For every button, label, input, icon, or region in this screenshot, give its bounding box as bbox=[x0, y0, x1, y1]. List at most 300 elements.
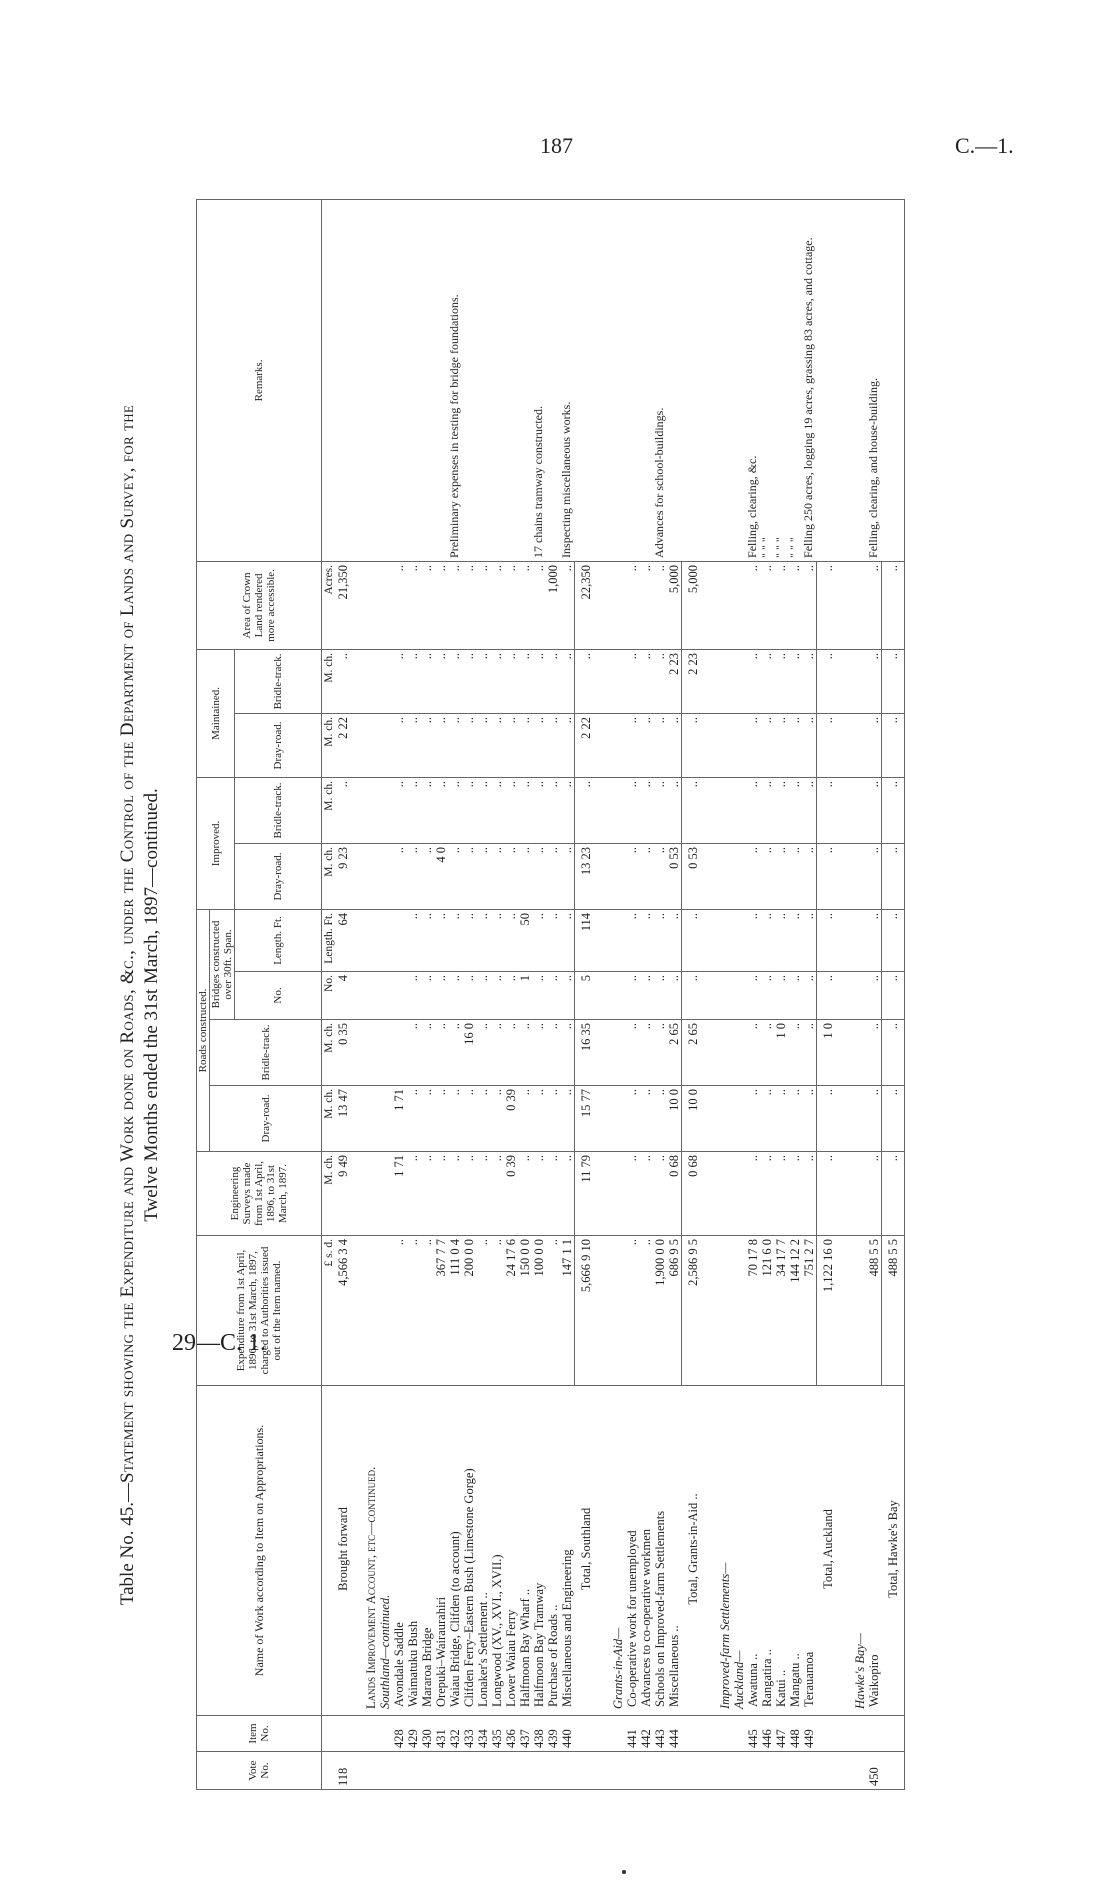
cell-eng: .. bbox=[867, 1152, 882, 1236]
cell-br-no: .. bbox=[746, 972, 760, 1020]
cell-rc-bridle: .. bbox=[420, 1020, 434, 1086]
cell-remarks bbox=[322, 199, 337, 561]
spacer-cell bbox=[597, 972, 611, 1020]
cell-exp bbox=[611, 1236, 625, 1386]
cell-mnt-dray: .. bbox=[434, 713, 448, 777]
cell-rc-bridle: M. ch. bbox=[322, 1020, 337, 1086]
cell-mnt-dray bbox=[378, 713, 392, 777]
cell-imp-dray bbox=[611, 843, 625, 909]
cell-br-len: .. bbox=[490, 909, 504, 971]
cell-remarks: Felling, clearing, and house-building. bbox=[867, 199, 882, 561]
cell-exp bbox=[378, 1236, 392, 1386]
cell-br-len: .. bbox=[867, 909, 882, 971]
cell-mnt-bridle bbox=[732, 649, 746, 713]
cell-exp: .. bbox=[546, 1236, 560, 1386]
spacer-cell bbox=[597, 1086, 611, 1152]
header-roads-constructed: Roads constructed. bbox=[197, 909, 210, 1151]
cell-area bbox=[364, 561, 378, 649]
cell-rc-bridle: .. bbox=[746, 1020, 760, 1086]
cell-item: 449 bbox=[802, 1716, 817, 1752]
cell-rc-dray bbox=[718, 1086, 732, 1152]
table-row bbox=[476, 199, 490, 1789]
cell-eng: .. bbox=[546, 1152, 560, 1236]
cell-item: 433 bbox=[462, 1716, 476, 1752]
spacer-cell bbox=[839, 713, 853, 777]
cell-mnt-bridle: .. bbox=[504, 649, 518, 713]
cell-imp-bridle: .. bbox=[434, 777, 448, 843]
cell-name: Katui .. bbox=[774, 1386, 788, 1716]
cell-name: Lower Waiau Ferry bbox=[504, 1386, 518, 1716]
title-line-2: Twelve Months ended the 31st March, 1897—continued. bbox=[141, 788, 162, 1222]
cell-rc-dray: .. bbox=[625, 1086, 639, 1152]
table-row bbox=[532, 199, 546, 1789]
cell-item: 439 bbox=[546, 1716, 560, 1752]
cell-exp: 367 7 7 bbox=[434, 1236, 448, 1386]
cell-name: Miscellaneous and Engineering bbox=[560, 1386, 575, 1716]
cell-mnt-dray: .. bbox=[504, 713, 518, 777]
cell-vote bbox=[682, 1752, 705, 1790]
total-hawkes-row bbox=[882, 199, 905, 1789]
cell-vote bbox=[462, 1752, 476, 1790]
cell-br-len: .. bbox=[774, 909, 788, 971]
cell-area: .. bbox=[639, 561, 653, 649]
cell-eng bbox=[611, 1152, 625, 1236]
table-row bbox=[462, 199, 476, 1789]
cell-br-len: .. bbox=[802, 909, 817, 971]
spacer-row bbox=[350, 199, 364, 1789]
cell-exp: 488 5 5 bbox=[867, 1236, 882, 1386]
cell-rc-bridle: .. bbox=[532, 1020, 546, 1086]
cell-item: 443 bbox=[653, 1716, 667, 1752]
cell-br-len: .. bbox=[882, 909, 905, 971]
cell-br-no: .. bbox=[532, 972, 546, 1020]
cell-mnt-bridle: .. bbox=[392, 649, 406, 713]
cell-rc-dray: .. bbox=[653, 1086, 667, 1152]
margin-note: 29—C. 1. bbox=[172, 1330, 267, 1356]
spacer-cell bbox=[597, 777, 611, 843]
cell-imp-dray: .. bbox=[504, 843, 518, 909]
cell-item: 442 bbox=[639, 1716, 653, 1752]
cell-mnt-bridle: .. bbox=[336, 649, 350, 713]
cell-name: Purchase of Roads .. bbox=[546, 1386, 560, 1716]
cell-remarks bbox=[504, 199, 518, 561]
cell-mnt-bridle: .. bbox=[476, 649, 490, 713]
spacer-cell bbox=[350, 1152, 364, 1236]
cell-exp bbox=[364, 1236, 378, 1386]
cell-item: 434 bbox=[476, 1716, 490, 1752]
cell-item bbox=[882, 1716, 905, 1752]
cell-name: Total, Southland bbox=[575, 1386, 598, 1716]
units-row bbox=[322, 199, 337, 1789]
cell-name: Grants-in-Aid— bbox=[611, 1386, 625, 1716]
table-row bbox=[667, 199, 682, 1789]
cell-br-no bbox=[364, 972, 378, 1020]
header-rc-bridle: Bridle-track. bbox=[210, 1020, 322, 1086]
cell-mnt-bridle: .. bbox=[817, 649, 840, 713]
cell-eng: .. bbox=[653, 1152, 667, 1236]
cell-br-len: .. bbox=[448, 909, 462, 971]
cell-exp: .. bbox=[420, 1236, 434, 1386]
cell-imp-dray: .. bbox=[476, 843, 490, 909]
cell-br-len: .. bbox=[639, 909, 653, 971]
spacer-cell bbox=[704, 1152, 718, 1236]
cell-item: 437 bbox=[518, 1716, 532, 1752]
spacer-cell bbox=[597, 649, 611, 713]
cell-br-len: .. bbox=[546, 909, 560, 971]
cell-imp-dray: .. bbox=[490, 843, 504, 909]
cell-name: Rangatira .. bbox=[760, 1386, 774, 1716]
cell-imp-bridle: .. bbox=[867, 777, 882, 843]
cell-remarks bbox=[639, 199, 653, 561]
cell-br-no bbox=[378, 972, 392, 1020]
cell-mnt-dray: .. bbox=[882, 713, 905, 777]
cell-rc-dray: .. bbox=[420, 1086, 434, 1152]
cell-br-no bbox=[718, 972, 732, 1020]
cell-br-len: .. bbox=[682, 909, 705, 971]
cell-exp bbox=[853, 1236, 867, 1386]
cell-remarks bbox=[575, 199, 598, 561]
spacer-row bbox=[704, 199, 718, 1789]
cell-imp-dray: 9 23 bbox=[336, 843, 350, 909]
cell-br-no: .. bbox=[625, 972, 639, 1020]
spacer-cell bbox=[839, 1020, 853, 1086]
cell-mnt-dray: .. bbox=[625, 713, 639, 777]
cell-area: .. bbox=[882, 561, 905, 649]
spacer-cell bbox=[704, 1236, 718, 1386]
cell-remarks bbox=[718, 199, 732, 561]
cell-remarks: Advances for school-buildings. bbox=[653, 199, 667, 561]
cell-name: Total, Auckland bbox=[817, 1386, 840, 1716]
cell-rc-bridle: .. bbox=[518, 1020, 532, 1086]
cell-area: .. bbox=[462, 561, 476, 649]
spacer-cell bbox=[839, 1236, 853, 1386]
cell-item bbox=[817, 1716, 840, 1752]
cell-vote bbox=[774, 1752, 788, 1790]
cell-exp: .. bbox=[406, 1236, 420, 1386]
cell-exp: 100 0 0 bbox=[532, 1236, 546, 1386]
header-br-len: Length. Ft. bbox=[235, 909, 322, 971]
cell-mnt-dray: .. bbox=[682, 713, 705, 777]
cell-br-len bbox=[364, 909, 378, 971]
cell-mnt-dray: .. bbox=[448, 713, 462, 777]
table-row bbox=[504, 199, 518, 1789]
cell-br-len: 114 bbox=[575, 909, 598, 971]
cell-remarks: " " " bbox=[760, 199, 774, 561]
spacer-cell bbox=[597, 1386, 611, 1716]
cell-exp: 144 12 2 bbox=[788, 1236, 802, 1386]
cell-eng: 1 71 bbox=[392, 1152, 406, 1236]
spacer-cell bbox=[839, 777, 853, 843]
cell-rc-dray: .. bbox=[490, 1086, 504, 1152]
spacer-cell bbox=[350, 777, 364, 843]
cell-imp-bridle: .. bbox=[760, 777, 774, 843]
cell-area bbox=[732, 561, 746, 649]
cell-rc-bridle bbox=[378, 1020, 392, 1086]
cell-name: Halfmoon Bay Wharf .. bbox=[518, 1386, 532, 1716]
cell-br-len: .. bbox=[406, 909, 420, 971]
cell-item: 428 bbox=[392, 1716, 406, 1752]
cell-mnt-dray: .. bbox=[476, 713, 490, 777]
header-name: Name of Work according to Item on Appropriations. bbox=[197, 1386, 322, 1716]
cell-area: .. bbox=[434, 561, 448, 649]
cell-remarks: Felling, clearing, &c. bbox=[746, 199, 760, 561]
cell-area: .. bbox=[406, 561, 420, 649]
cell-imp-dray bbox=[364, 843, 378, 909]
cell-mnt-bridle: .. bbox=[760, 649, 774, 713]
header-rc-dray: Dray-road. bbox=[210, 1086, 322, 1152]
cell-name: Southland—continued. bbox=[378, 1386, 392, 1716]
spacer-cell bbox=[704, 649, 718, 713]
cell-mnt-dray: .. bbox=[760, 713, 774, 777]
cell-mnt-bridle: .. bbox=[420, 649, 434, 713]
cell-remarks bbox=[732, 199, 746, 561]
cell-remarks bbox=[853, 199, 867, 561]
cell-exp: .. bbox=[392, 1236, 406, 1386]
cell-br-no bbox=[392, 972, 406, 1020]
spacer-cell bbox=[597, 1716, 611, 1752]
cell-name: Waimatuku Bush bbox=[406, 1386, 420, 1716]
cell-area: .. bbox=[653, 561, 667, 649]
cell-remarks: Inspecting miscellaneous works. bbox=[560, 199, 575, 561]
cell-imp-bridle: .. bbox=[653, 777, 667, 843]
cell-area: .. bbox=[518, 561, 532, 649]
cell-area: 5,000 bbox=[682, 561, 705, 649]
cell-br-no: .. bbox=[434, 972, 448, 1020]
cell-item: 448 bbox=[788, 1716, 802, 1752]
cell-area: .. bbox=[760, 561, 774, 649]
cell-vote bbox=[667, 1752, 682, 1790]
cell-vote bbox=[504, 1752, 518, 1790]
cell-area bbox=[378, 561, 392, 649]
cell-remarks: Felling 250 acres, logging 19 acres, grassing 83 acres, and cottage. bbox=[802, 199, 817, 561]
cell-imp-dray: .. bbox=[448, 843, 462, 909]
spacer-cell bbox=[839, 843, 853, 909]
cell-item: 431 bbox=[434, 1716, 448, 1752]
cell-vote bbox=[546, 1752, 560, 1790]
table-row bbox=[802, 199, 817, 1789]
total-southland-row bbox=[575, 199, 598, 1789]
cell-exp: 686 9 5 bbox=[667, 1236, 682, 1386]
cell-br-no: .. bbox=[448, 972, 462, 1020]
header-imp-bridle: Bridle-track. bbox=[235, 777, 322, 843]
cell-br-len: .. bbox=[667, 909, 682, 971]
cell-rc-dray bbox=[853, 1086, 867, 1152]
cell-rc-dray: 13 47 bbox=[336, 1086, 350, 1152]
cell-mnt-bridle: .. bbox=[867, 649, 882, 713]
cell-item: 447 bbox=[774, 1716, 788, 1752]
cell-name: Lonaker's Settlement .. bbox=[476, 1386, 490, 1716]
cell-vote bbox=[532, 1752, 546, 1790]
cell-name: Advances to co-operative workmen bbox=[639, 1386, 653, 1716]
cell-vote bbox=[575, 1752, 598, 1790]
cell-rc-dray bbox=[732, 1086, 746, 1152]
cell-area bbox=[611, 561, 625, 649]
cell-name: Avondale Saddle bbox=[392, 1386, 406, 1716]
cell-br-len: .. bbox=[420, 909, 434, 971]
cell-imp-bridle bbox=[853, 777, 867, 843]
cell-vote bbox=[420, 1752, 434, 1790]
cell-imp-dray: .. bbox=[788, 843, 802, 909]
cell-mnt-dray: .. bbox=[392, 713, 406, 777]
cell-rc-bridle: .. bbox=[434, 1020, 448, 1086]
cell-vote: 450 bbox=[867, 1752, 882, 1790]
cell-br-no: .. bbox=[882, 972, 905, 1020]
cell-item bbox=[364, 1716, 378, 1752]
table-row bbox=[490, 199, 504, 1789]
table-row bbox=[434, 199, 448, 1789]
cell-remarks: " " " bbox=[788, 199, 802, 561]
cell-imp-dray: .. bbox=[532, 843, 546, 909]
cell-remarks bbox=[882, 199, 905, 561]
cell-remarks bbox=[518, 199, 532, 561]
rotated-table-block bbox=[116, 180, 1021, 1830]
header-expenditure: Expenditure from 1st April, 1896, to 31st March, 1897, charged to Authorities issued out of the Item named. bbox=[197, 1236, 322, 1386]
cell-item bbox=[611, 1716, 625, 1752]
cell-area: 22,350 bbox=[575, 561, 598, 649]
cell-rc-bridle: .. bbox=[802, 1020, 817, 1086]
cell-imp-dray: .. bbox=[774, 843, 788, 909]
cell-vote bbox=[364, 1752, 378, 1790]
cell-br-no: 1 bbox=[518, 972, 532, 1020]
cell-vote bbox=[817, 1752, 840, 1790]
spacer-cell bbox=[350, 1752, 364, 1790]
cell-vote bbox=[448, 1752, 462, 1790]
cell-mnt-bridle: .. bbox=[434, 649, 448, 713]
spacer-cell bbox=[350, 909, 364, 971]
spacer-cell bbox=[350, 972, 364, 1020]
cell-eng bbox=[378, 1152, 392, 1236]
cell-eng: .. bbox=[462, 1152, 476, 1236]
table-title bbox=[116, 180, 164, 1830]
cell-rc-bridle: 2 65 bbox=[667, 1020, 682, 1086]
cell-area: .. bbox=[788, 561, 802, 649]
cell-exp: 488 5 5 bbox=[882, 1236, 905, 1386]
cell-area: .. bbox=[560, 561, 575, 649]
cell-eng: M. ch. bbox=[322, 1152, 337, 1236]
cell-exp: 111 0 4 bbox=[448, 1236, 462, 1386]
spacer-cell bbox=[839, 561, 853, 649]
cell-imp-dray: .. bbox=[817, 843, 840, 909]
cell-br-len: .. bbox=[476, 909, 490, 971]
cell-exp: 1,122 16 0 bbox=[817, 1236, 840, 1386]
table-row bbox=[653, 199, 667, 1789]
cell-imp-dray: .. bbox=[560, 843, 575, 909]
cell-imp-dray bbox=[732, 843, 746, 909]
spacer-cell bbox=[704, 1752, 718, 1790]
cell-area bbox=[718, 561, 732, 649]
cell-imp-dray bbox=[718, 843, 732, 909]
spacer-row bbox=[597, 199, 611, 1789]
cell-imp-dray: M. ch. bbox=[322, 843, 337, 909]
cell-imp-dray: .. bbox=[462, 843, 476, 909]
title-number: Table No. 45.— bbox=[117, 1483, 138, 1606]
cell-br-len bbox=[732, 909, 746, 971]
spacer-cell bbox=[839, 1086, 853, 1152]
cell-imp-dray: .. bbox=[392, 843, 406, 909]
cell-eng: .. bbox=[476, 1152, 490, 1236]
cell-mnt-bridle: .. bbox=[546, 649, 560, 713]
cell-br-no: .. bbox=[802, 972, 817, 1020]
cell-name: Improved-farm Settlements— bbox=[718, 1386, 732, 1716]
subsection-hawkes-row bbox=[853, 199, 867, 1789]
cell-br-no: .. bbox=[462, 972, 476, 1020]
cell-imp-bridle bbox=[732, 777, 746, 843]
cell-mnt-bridle bbox=[378, 649, 392, 713]
cell-name: Halfmoon Bay Tramway bbox=[532, 1386, 546, 1716]
table-row bbox=[420, 199, 434, 1789]
cell-rc-dray: .. bbox=[560, 1086, 575, 1152]
expenditure-table bbox=[196, 199, 905, 1790]
cell-area: .. bbox=[867, 561, 882, 649]
cell-mnt-dray: .. bbox=[420, 713, 434, 777]
cell-rc-bridle: .. bbox=[867, 1020, 882, 1086]
cell-remarks: " " " bbox=[774, 199, 788, 561]
cell-name: Total, Hawke's Bay bbox=[882, 1386, 905, 1716]
cell-eng: .. bbox=[625, 1152, 639, 1236]
cell-remarks bbox=[682, 199, 705, 561]
cell-eng: .. bbox=[882, 1152, 905, 1236]
cell-mnt-bridle: 2 23 bbox=[667, 649, 682, 713]
cell-rc-bridle: .. bbox=[653, 1020, 667, 1086]
cell-mnt-dray: .. bbox=[667, 713, 682, 777]
cell-item bbox=[336, 1716, 350, 1752]
table-row bbox=[760, 199, 774, 1789]
cell-vote bbox=[853, 1752, 867, 1790]
brought-forward-row bbox=[336, 199, 350, 1789]
cell-imp-dray: .. bbox=[653, 843, 667, 909]
cell-name: Lands Improvement Account, etc—continued. bbox=[364, 1386, 378, 1716]
cell-area: .. bbox=[476, 561, 490, 649]
cell-rc-dray: .. bbox=[448, 1086, 462, 1152]
cell-imp-bridle: .. bbox=[476, 777, 490, 843]
cell-item: 440 bbox=[560, 1716, 575, 1752]
cell-rc-dray bbox=[378, 1086, 392, 1152]
cell-eng: 11 79 bbox=[575, 1152, 598, 1236]
cell-rc-dray: .. bbox=[462, 1086, 476, 1152]
cell-area: .. bbox=[490, 561, 504, 649]
header-item-no: Item No. bbox=[197, 1716, 322, 1752]
cell-remarks bbox=[462, 199, 476, 561]
spacer-cell bbox=[704, 1020, 718, 1086]
header-area: Area of Crown Land rendered more accessible. bbox=[197, 561, 322, 649]
cell-br-no: .. bbox=[490, 972, 504, 1020]
cell-exp: 1,900 0 0 bbox=[653, 1236, 667, 1386]
spacer-cell bbox=[597, 1152, 611, 1236]
cell-area: .. bbox=[448, 561, 462, 649]
cell-vote bbox=[322, 1752, 337, 1790]
table-row bbox=[746, 199, 760, 1789]
spacer-cell bbox=[597, 561, 611, 649]
title-line-1: Statement showing the Expenditure and Work done on Roads, &c., under the Control of the Department of Lands and Survey, for the bbox=[117, 404, 138, 1483]
cell-br-len bbox=[611, 909, 625, 971]
page-number: 187 bbox=[540, 133, 573, 158]
table-row bbox=[448, 199, 462, 1789]
spacer-cell bbox=[350, 1386, 364, 1716]
cell-name: Terauamoa bbox=[802, 1386, 817, 1716]
table-row bbox=[788, 199, 802, 1789]
spacer-cell bbox=[839, 1386, 853, 1716]
cell-vote bbox=[802, 1752, 817, 1790]
cell-br-no: .. bbox=[420, 972, 434, 1020]
cell-area bbox=[853, 561, 867, 649]
cell-imp-bridle: .. bbox=[625, 777, 639, 843]
spacer-cell bbox=[350, 843, 364, 909]
cell-rc-dray: .. bbox=[406, 1086, 420, 1152]
spacer-cell bbox=[839, 199, 853, 561]
cell-br-len: .. bbox=[560, 909, 575, 971]
cell-eng: .. bbox=[518, 1152, 532, 1236]
cell-eng: 9 49 bbox=[336, 1152, 350, 1236]
